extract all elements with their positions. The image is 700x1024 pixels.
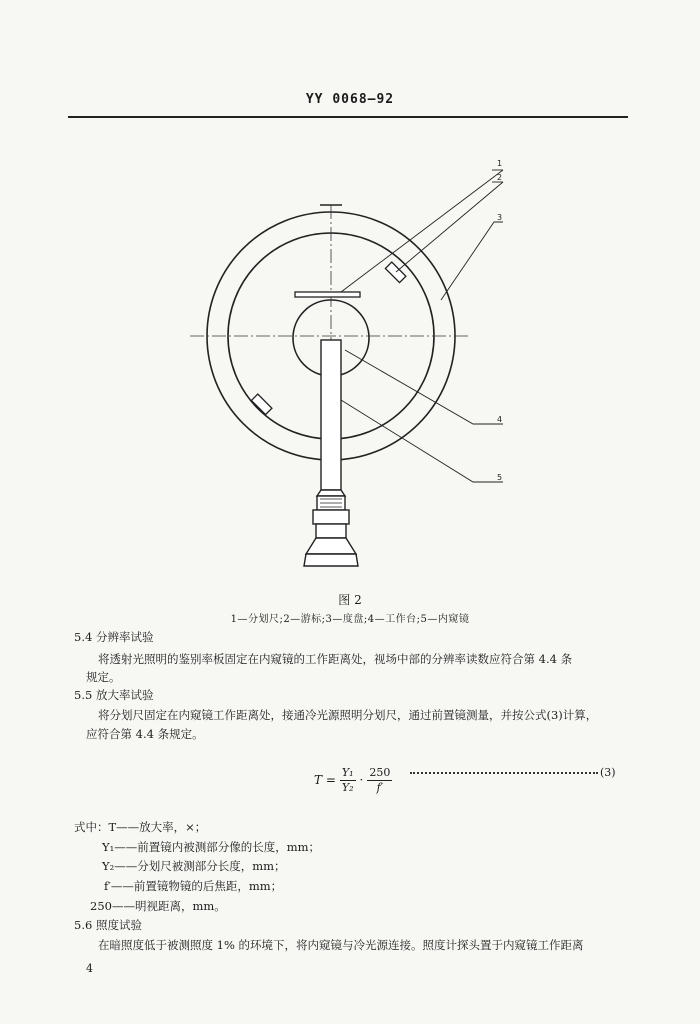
endoscope-shaft bbox=[321, 340, 341, 490]
formula-lhs: T = bbox=[314, 773, 336, 787]
page-number: 4 bbox=[86, 962, 93, 975]
section-5-6-paragraph: 在暗照度低于被测照度 1% 的环境下，将内窥镜与冷光源连接。照度计探头置于内窥镜工作距离 bbox=[98, 938, 584, 952]
label-4: 4 bbox=[497, 415, 503, 424]
section-5-5-paragraph-cont: 应符合第 4.4 条规定。 bbox=[86, 727, 204, 741]
section-5-5-heading: 5.5 放大率试验 bbox=[74, 688, 154, 702]
label-1: 1 bbox=[497, 159, 503, 168]
where-f: f′——前置镜物镜的后焦距，mm； bbox=[104, 879, 283, 893]
leader-1 bbox=[341, 170, 503, 292]
leader-4 bbox=[345, 350, 503, 424]
section-5-5-paragraph: 将分划尺固定在内窥镜工作距离处，接通冷光源照明分划尺，通过前置镜测量，并按公式(3)计算， bbox=[98, 708, 598, 722]
eyepiece-assembly bbox=[304, 490, 358, 566]
formula-den-1: Y₂ bbox=[341, 780, 354, 794]
section-5-4-heading: 5.4 分辨率试验 bbox=[74, 630, 154, 644]
section-5-4-paragraph: 将透射光照明的鉴别率板固定在内窥镜的工作距离处，视场中部的分辨率读数应符合第 4.4 条 bbox=[98, 652, 573, 666]
standard-code: YY 0068—92 bbox=[305, 92, 395, 107]
scale-ruler bbox=[295, 292, 360, 297]
magnification-formula bbox=[314, 760, 392, 800]
equation-number: (3) bbox=[600, 766, 616, 779]
figure-legend: 1—分划尺;2—游标;3—度盘;4—工作台;5—内窥镜 bbox=[230, 614, 470, 625]
label-3: 3 bbox=[497, 213, 503, 222]
section-5-6-heading: 5.6 照度试验 bbox=[74, 918, 142, 932]
leader-5 bbox=[341, 400, 503, 482]
label-2: 2 bbox=[497, 173, 503, 182]
formula-num-1: Y₁ bbox=[341, 765, 354, 779]
formula-fraction-2 bbox=[367, 766, 392, 795]
where-y2: Y₂——分划尺被测部分长度，mm； bbox=[102, 859, 286, 873]
where-intro: 式中：T——放大率，×； bbox=[74, 820, 207, 834]
where-y1: Y₁——前置镜内被测部分像的长度，mm； bbox=[102, 840, 321, 854]
label-5: 5 bbox=[497, 473, 503, 482]
formula-num-2: 250 bbox=[369, 765, 391, 779]
leader-2 bbox=[396, 182, 503, 272]
leader-3 bbox=[441, 222, 503, 300]
where-250: 250——明视距离，mm。 bbox=[90, 899, 226, 913]
vernier-upper bbox=[385, 262, 406, 283]
formula-den-2: f′ bbox=[376, 780, 384, 794]
formula-fraction-1 bbox=[340, 766, 356, 795]
section-5-4-paragraph-cont: 规定。 bbox=[86, 670, 121, 684]
figure-title: 图 2 bbox=[338, 593, 362, 607]
formula-dot: · bbox=[359, 773, 364, 787]
vernier-lower bbox=[251, 394, 272, 415]
formula-leader-dots bbox=[410, 772, 598, 774]
